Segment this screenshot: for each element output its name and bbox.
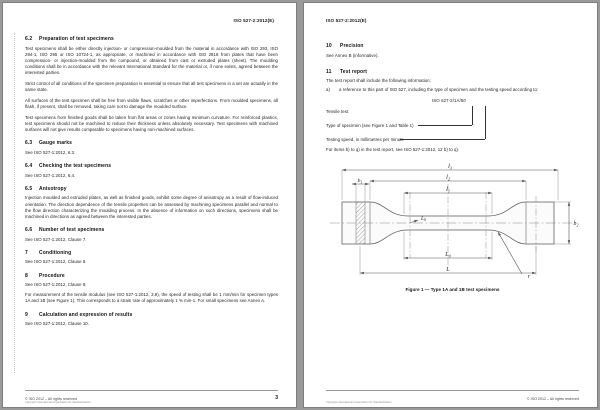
paragraph: See ISO 527-1:2012, Clause 7. (25, 236, 87, 242)
figure-caption: Figure 1 — Type 1A and 1B test specimens (405, 286, 500, 292)
dimension-label-b2: $b_2$ (573, 220, 579, 228)
dimension-label-l2: $l_2$ (446, 173, 450, 182)
paragraph: All surfaces of the test specimen shall be free from visible flaws, scratches or other imperfections. From moulded specimens, all flash, if present, shall be removed, taking care not to damage the moulded surface. (25, 97, 278, 110)
section-title: Number of test specimens (39, 227, 105, 234)
section-title: Procedure (39, 272, 65, 279)
paragraph: Test specimens shall be either directly injection- or compression-moulded from the material in accordance with ISO 293, ISO 294-1, ISO 295 or ISO 10724-1, as appropriate, or machined in accordance with ISO 2818 from plates that have been compression- or injection-moulded from the compound, or obtained from cast or extruded plates (sheet). The moulding conditions shall be in accordance with the relevant International Standard for the material or, if none exists, agreed between the interested parties. (25, 45, 278, 76)
list-marker: a) (326, 87, 330, 93)
paragraph: See ISO 527-1:2012, Clause 10. (25, 321, 89, 327)
leader-line-testing-speed-vertical (485, 106, 486, 139)
section-heading-6-4 (25, 163, 278, 169)
section-number: 9 (25, 311, 28, 318)
section-title: Precision (340, 43, 364, 49)
paragraph: See Annex B (informative). (326, 52, 379, 58)
section-number: 6.5 (25, 185, 33, 192)
designation-label-specimen-type: Type of specimen (see Figure 1 and Table 1) (326, 122, 414, 128)
section-heading-6-6 (25, 227, 278, 233)
dimension-label-l3: $l_3$ (448, 162, 452, 171)
list-item-a (326, 87, 579, 93)
items-note: For items b) to q) in the test report, see ISO 527-1:2012, 12 b) to q). (326, 146, 460, 152)
section-title: Preparation of test specimens (39, 36, 114, 42)
section-title: Conditioning (39, 249, 72, 256)
footer-watermark: Copyright International Organization for Standardization (25, 401, 91, 404)
section-number: 7 (25, 249, 28, 256)
footer-copyright: © ISO 2012 – All rights reserved (526, 397, 579, 401)
page-number: 3 (275, 395, 278, 401)
footer-rule (25, 390, 278, 391)
dimension-label-L: L (446, 265, 450, 273)
section-number: 6.6 (25, 227, 33, 234)
dimension-label-centre: $L_0$ (421, 215, 426, 223)
section-title: Test report (340, 68, 368, 75)
dimension-l3 (342, 163, 558, 200)
section-number: 6.3 (25, 140, 33, 147)
paragraph: For measurement of the tensile modulus (see ISO 527-1:2012, 3.9), the speed of testing shall be 1 mm/min for specimen types 1A and 1B (see Figure 1). This corresponds to a strain rate of approximately 1 % min-1. For small specimens see Annex A. (25, 292, 278, 304)
page-header-right: ISO 527-2:2012(E) (326, 18, 367, 23)
paragraph: Strict control of all conditions of the specimen preparation is essential to ensure that all test specimens in a set are actually in the same state. (25, 81, 278, 93)
leader-line-specimen-type-vertical (472, 106, 473, 125)
section-heading-8 (25, 273, 278, 279)
dimension-label-l1: $l_1$ (446, 185, 450, 194)
page-right (303, 2, 598, 408)
paragraph: Injection moulded and extruded plates, as well as finished goods, exhibit some degree of anisotropy as a result of flow-induced orientation. The direction dependence of the tensile properties can be assessed by machining specimens parallel and normal to the flow direction characterizing the moulding process. In the absence of information on such directions, specimens shall be machined in directions as agreed between the interested parties. (25, 195, 278, 219)
dimension-label-L0: $L_0$ (445, 250, 451, 259)
section-heading-6-3 (25, 140, 278, 146)
footer-watermark: Copyright International Organization for Standardization (326, 401, 392, 404)
paragraph: Test specimens from finished goods shall be taken from flat areas or zones having minimum curvature. For reinforced plastics, test specimens should not be machined to reduce their thickness unless absolutely necessary. Test specimens with machined surfaces will not give results comparable to specimens having non-machined surfaces. (25, 114, 278, 133)
designation-label-testing-speed: Testing speed, in millimetres per minute (326, 136, 404, 142)
section-title: Anisotropy (39, 185, 67, 192)
paragraph: See ISO 527-1:2012, 6.4. (25, 172, 76, 178)
designation-block (326, 98, 579, 142)
section-heading-7 (25, 250, 278, 256)
designation-code: ISO 527-2/1A/50 (432, 97, 466, 103)
dimension-b1 (352, 178, 369, 202)
page-left (2, 2, 297, 408)
paragraph: See ISO 527-1:2012, Clause 8. (25, 259, 87, 265)
leader-line-testing-speed-horizontal (400, 139, 485, 140)
section-heading-11 (326, 69, 579, 75)
footer-copyright: © ISO 2012 – All rights reserved (25, 397, 78, 401)
specimen-drawing (326, 162, 590, 284)
section-number: 11 (326, 68, 332, 75)
designation-label-tensile-test: Tensile test (326, 108, 349, 114)
section-title: Checking the test specimens (39, 163, 112, 170)
figure-1 (326, 162, 579, 290)
paragraph: See ISO 527-1:2012, Clause 9. (25, 282, 87, 288)
list-item-text: a reference to this part of ISO 527, including the type of specimen and the testing speed according to: (339, 87, 539, 93)
section-number: 10 (326, 43, 332, 49)
paragraph: The test report shall include the following information: (326, 78, 431, 84)
section-number: 8 (25, 272, 28, 279)
section-title: Calculation and expression of results (39, 311, 133, 318)
section-heading-6-2 (25, 36, 278, 42)
section-title: Gauge marks (39, 140, 73, 147)
footer-rule (326, 390, 579, 391)
section-heading-9 (25, 312, 278, 318)
section-heading-6-5 (25, 186, 278, 192)
page-header-left: ISO 527-2:2012(E) (233, 18, 274, 23)
paragraph: See ISO 527-1:2012, 6.3. (25, 149, 76, 155)
section-heading-10 (326, 43, 579, 49)
leader-line-specimen-type-horizontal (418, 125, 472, 126)
dimension-label-r: r (527, 273, 531, 280)
dimension-label-b1: $b_1$ (357, 177, 363, 185)
section-number: 6.4 (25, 163, 33, 170)
section-number: 6.2 (25, 36, 33, 42)
